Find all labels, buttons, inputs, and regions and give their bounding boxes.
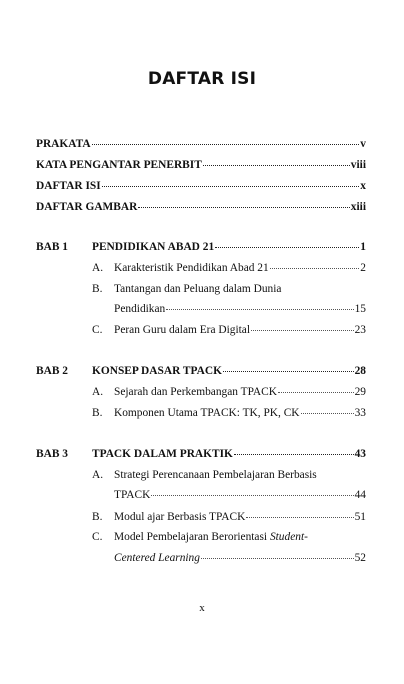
page-number: x	[199, 602, 205, 614]
chapter-title: KONSEP DASAR TPACK	[92, 365, 222, 377]
dot-leader	[166, 309, 353, 310]
toc-entry-label: KATA PENGANTAR PENERBIT	[36, 159, 202, 171]
chapter-number: BAB 1	[36, 241, 68, 253]
section-entry-2a[interactable]	[114, 385, 366, 399]
section-title-italic: Student-	[269, 531, 308, 543]
section-page: 44	[354, 489, 366, 501]
dot-leader	[301, 413, 354, 414]
section-page: 33	[354, 407, 366, 419]
chapter-title: PENDIDIKAN ABAD 21	[92, 241, 215, 253]
chapter-page: 1	[360, 241, 366, 253]
section-letter: B.	[92, 511, 103, 523]
section-page: 51	[354, 511, 366, 523]
section-page: 23	[354, 324, 366, 336]
section-entry-3b[interactable]	[114, 510, 366, 524]
dot-leader	[251, 330, 354, 331]
toc-entry-label: DAFTAR ISI	[36, 180, 101, 192]
chapter-number: BAB 2	[36, 365, 68, 377]
section-letter: C.	[92, 531, 103, 543]
section-title: Peran Guru dalam Era Digital	[114, 324, 251, 336]
section-entry-1b[interactable]	[114, 302, 366, 316]
dot-leader	[138, 207, 349, 208]
chapter-page: 28	[354, 365, 366, 377]
section-page: 52	[354, 552, 366, 564]
section-title-text: Model Pembelajaran Berorientasi	[114, 531, 270, 543]
dot-leader	[234, 454, 354, 455]
toc-entry-page: v	[360, 138, 366, 150]
section-title-line2-italic: Centered Learning	[114, 552, 200, 564]
section-title-line2: Pendidikan	[114, 303, 166, 315]
section-title-line1[interactable]: Strategi Perencanaan Pembelajaran Berbasis	[114, 469, 317, 481]
section-page: 29	[354, 386, 366, 398]
chapter-entry-2[interactable]	[92, 364, 366, 378]
section-letter: C.	[92, 324, 103, 336]
dot-leader	[215, 247, 359, 248]
section-title-line2: TPACK	[114, 489, 151, 501]
section-entry-1a[interactable]	[114, 261, 366, 275]
dot-leader	[223, 371, 354, 372]
section-entry-2b[interactable]	[114, 406, 366, 420]
dot-leader	[92, 144, 360, 145]
section-letter: B.	[92, 407, 103, 419]
chapter-entry-3[interactable]	[92, 447, 366, 461]
toc-entry-page: x	[360, 180, 366, 192]
section-title: Sejarah dan Perkembangan TPACK	[114, 386, 277, 398]
toc-entry-daftar-gambar[interactable]	[36, 200, 366, 214]
toc-entry-label: PRAKATA	[36, 138, 91, 150]
toc-entry-page: xiii	[350, 201, 366, 213]
toc-entry-prakata[interactable]	[36, 137, 366, 151]
section-title-line1[interactable]: Tantangan dan Peluang dalam Dunia	[114, 283, 282, 295]
section-letter: A.	[92, 386, 104, 398]
section-entry-3c[interactable]	[114, 551, 366, 565]
toc-entry-daftar-isi[interactable]	[36, 179, 366, 193]
section-letter: B.	[92, 283, 103, 295]
toc-entry-label: DAFTAR GAMBAR	[36, 201, 138, 213]
chapter-number: BAB 3	[36, 448, 68, 460]
section-entry-3a[interactable]	[114, 488, 366, 502]
dot-leader	[203, 165, 350, 166]
dot-leader	[102, 186, 360, 187]
section-page: 15	[354, 303, 366, 315]
section-letter: A.	[92, 469, 104, 481]
section-title: Komponen Utama TPACK: TK, PK, CK	[114, 407, 300, 419]
dot-leader	[246, 517, 353, 518]
dot-leader	[151, 495, 353, 496]
section-letter: A.	[92, 262, 104, 274]
dot-leader	[278, 392, 354, 393]
toc-entry-kata-pengantar[interactable]	[36, 158, 366, 172]
section-title: Karakteristik Pendidikan Abad 21	[114, 262, 269, 274]
section-entry-1c[interactable]	[114, 323, 366, 337]
section-page: 2	[360, 262, 366, 274]
page-title: DAFTAR ISI	[147, 69, 257, 89]
chapter-entry-1[interactable]	[92, 240, 366, 254]
section-title-line1[interactable]	[114, 530, 308, 544]
dot-leader	[270, 268, 360, 269]
toc-entry-page: viii	[350, 159, 366, 171]
dot-leader	[201, 558, 354, 559]
chapter-title: TPACK DALAM PRAKTIK	[92, 448, 233, 460]
section-title: Modul ajar Berbasis TPACK	[114, 511, 246, 523]
chapter-page: 43	[354, 448, 366, 460]
